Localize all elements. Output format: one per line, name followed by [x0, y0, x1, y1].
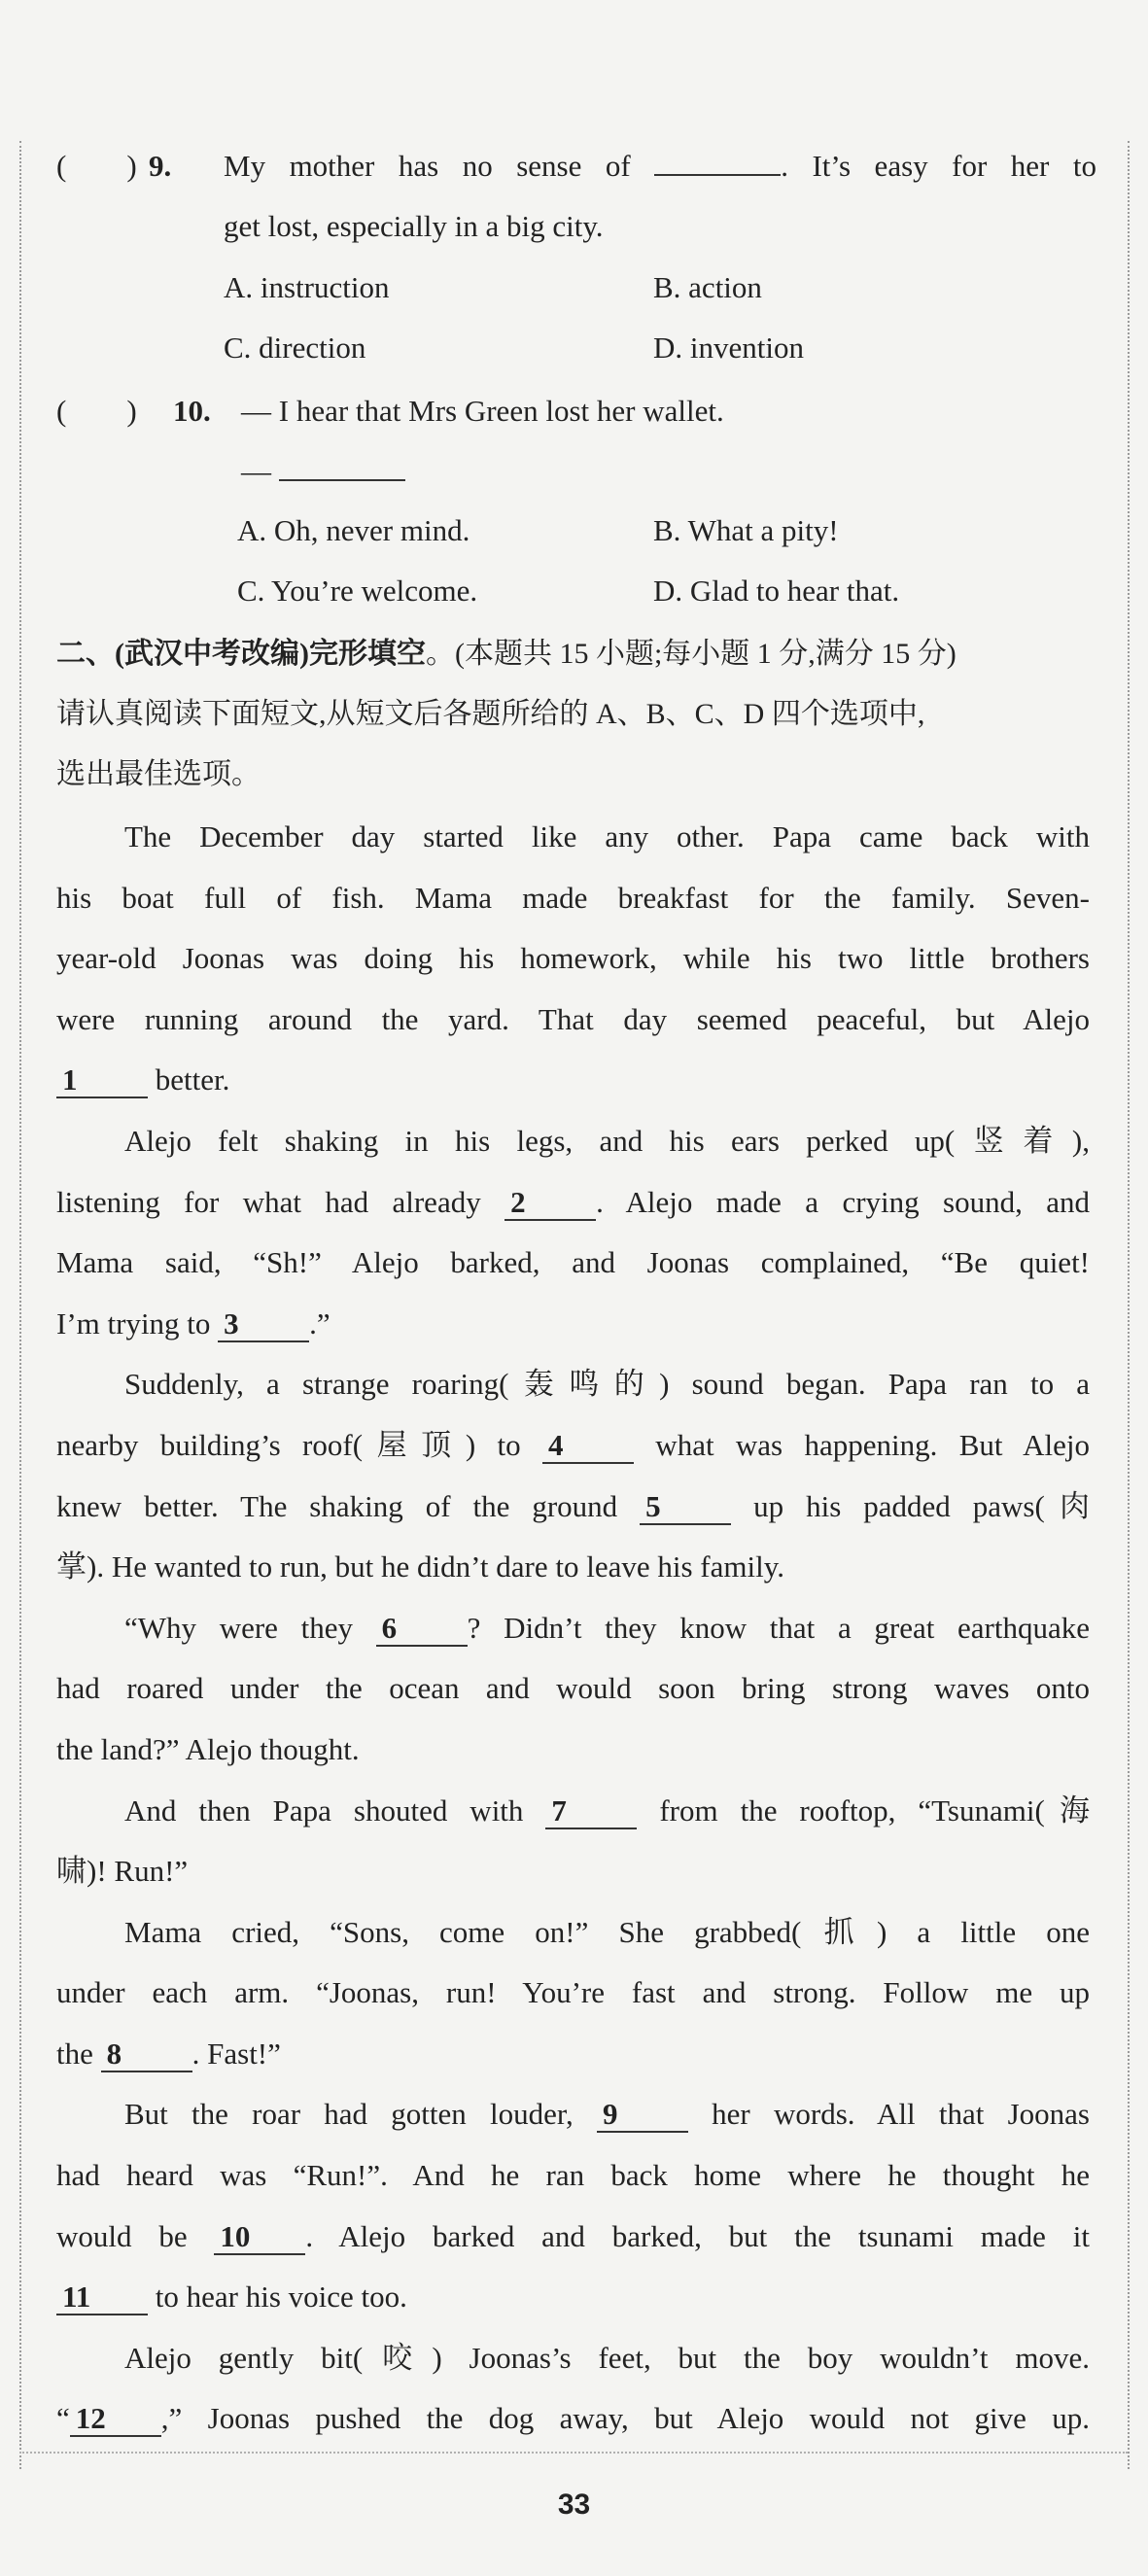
option-a: A. Oh, never mind. [237, 513, 470, 547]
option-d: D. Glad to hear that. [653, 574, 900, 608]
passage-line: “ 12 ,” Joonas pushed the dog away, but Alejo would not give up. [56, 2401, 1090, 2436]
passage-line: under each arm. “Joonas, run! You’re fast and strong. Follow me up [56, 1975, 1090, 2010]
reply-line: — [241, 441, 1096, 502]
stem-line: My mother has no sense of . It’s easy for her to [224, 149, 1096, 183]
left-margin-dotted-line [19, 141, 21, 2469]
option-c: C. You’re welcome. [237, 574, 478, 608]
stem-line: get lost, especially in a big city. [224, 209, 604, 243]
option-b: B. What a pity! [653, 513, 839, 547]
blank-6[interactable]: 6 [376, 1612, 468, 1647]
blank-3[interactable]: 3 [218, 1307, 309, 1342]
page-number: 33 [557, 2489, 591, 2521]
section-instruction: 选出最佳选项。 [56, 758, 261, 790]
section-title: 二、(武汉中考改编)完形填空。(本题共 15 小题;每小题 1 分,满分 15 分) [56, 638, 957, 670]
passage-line: were running around the yard. That day seemed peaceful, but Alejo [56, 1001, 1090, 1036]
passage-line: the 8 . Fast!” [56, 2036, 281, 2071]
passage-line: I’m trying to 3 .” [56, 1305, 330, 1340]
passage-line: But the roar had gotten louder, 9 her words. All that Joonas [124, 2097, 1090, 2132]
cloze-passage [56, 807, 1090, 2450]
right-margin-dotted-line [1128, 141, 1130, 2469]
question-stem [241, 381, 1096, 502]
passage-line: Suddenly, a strange roaring(轰鸣的) sound began. Papa ran to a [124, 1367, 1090, 1402]
question-stem [224, 136, 1096, 257]
question-number: 9. [149, 149, 172, 183]
passage-line: his boat full of fish. Mama made breakfast for the family. Seven- [56, 880, 1090, 915]
passage-line: the land?” Alejo thought. [56, 1731, 360, 1766]
blank-5[interactable]: 5 [640, 1490, 731, 1525]
passage-line: nearby building’s roof(屋顶) to 4 what was happening. But Alejo [56, 1427, 1090, 1462]
passage-line: 11 to hear his voice too. [56, 2267, 1090, 2328]
blank-8[interactable]: 8 [101, 2037, 192, 2072]
passage-line: Alejo gently bit(咬) Joonas’s feet, but the boy wouldn’t move. [124, 2340, 1090, 2375]
question-number: 10. [173, 394, 211, 428]
passage-line: would be 10 . Alejo barked and barked, but the tsunami made it [56, 2218, 1090, 2253]
passage-line: And then Papa shouted with 7 from the rooftop, “Tsunami(海 [124, 1793, 1090, 1828]
answer-blank[interactable] [279, 454, 405, 481]
passage-line: 1 better. [56, 1050, 1090, 1111]
passage-line: The December day started like any other. Papa came back with [124, 819, 1090, 853]
passage-line: “Why were they 6 ? Didn’t they know that a great earthquake [124, 1610, 1090, 1645]
passage-line: Alejo felt shaking in his legs, and his ears perked up(竖着), [124, 1123, 1090, 1158]
passage-line: listening for what had already 2 . Alejo made a crying sound, and [56, 1184, 1090, 1219]
passage-line: Mama cried, “Sons, come on!” She grabbed(抓) a little one [124, 1914, 1090, 1949]
passage-line: had heard was “Run!”. And he ran back home where he thought he [56, 2158, 1090, 2193]
blank-7[interactable]: 7 [545, 1794, 637, 1829]
passage-line: knew better. The shaking of the ground 5 up his padded paws(肉 [56, 1488, 1090, 1523]
option-a: A. instruction [224, 270, 390, 304]
answer-paren[interactable]: ( ) [56, 149, 137, 183]
blank-1[interactable]: 1 [56, 1063, 148, 1098]
option-c: C. direction [224, 331, 366, 365]
passage-line: 掌). He wanted to run, but he didn’t dare to leave his family. [56, 1549, 784, 1584]
option-b: B. action [653, 270, 762, 304]
section-heading [56, 624, 1096, 805]
section-instruction: 请认真阅读下面短文,从短文后各题所给的 A、B、C、D 四个选项中, [56, 698, 925, 730]
passage-line: Mama said, “Sh!” Alejo barked, and Joonas complained, “Be quiet! [56, 1245, 1090, 1280]
passage-line: year-old Joonas was doing his homework, while his two little brothers [56, 941, 1090, 976]
option-d: D. invention [653, 331, 804, 365]
blank-2[interactable]: 2 [504, 1186, 596, 1221]
answer-blank[interactable] [654, 149, 781, 176]
blank-4[interactable]: 4 [542, 1429, 634, 1464]
blank-11[interactable]: 11 [56, 2280, 148, 2315]
passage-line: had roared under the ocean and would soon bring strong waves onto [56, 1671, 1090, 1706]
bottom-dotted-line [19, 2452, 1128, 2454]
passage-line: 啸)! Run!” [56, 1854, 189, 1889]
blank-10[interactable]: 10 [214, 2220, 305, 2255]
blank-9[interactable]: 9 [597, 2098, 688, 2133]
stem-line: — I hear that Mrs Green lost her wallet. [241, 394, 724, 428]
blank-12[interactable]: 12 [70, 2402, 161, 2437]
answer-paren[interactable]: ( ) [56, 394, 137, 428]
